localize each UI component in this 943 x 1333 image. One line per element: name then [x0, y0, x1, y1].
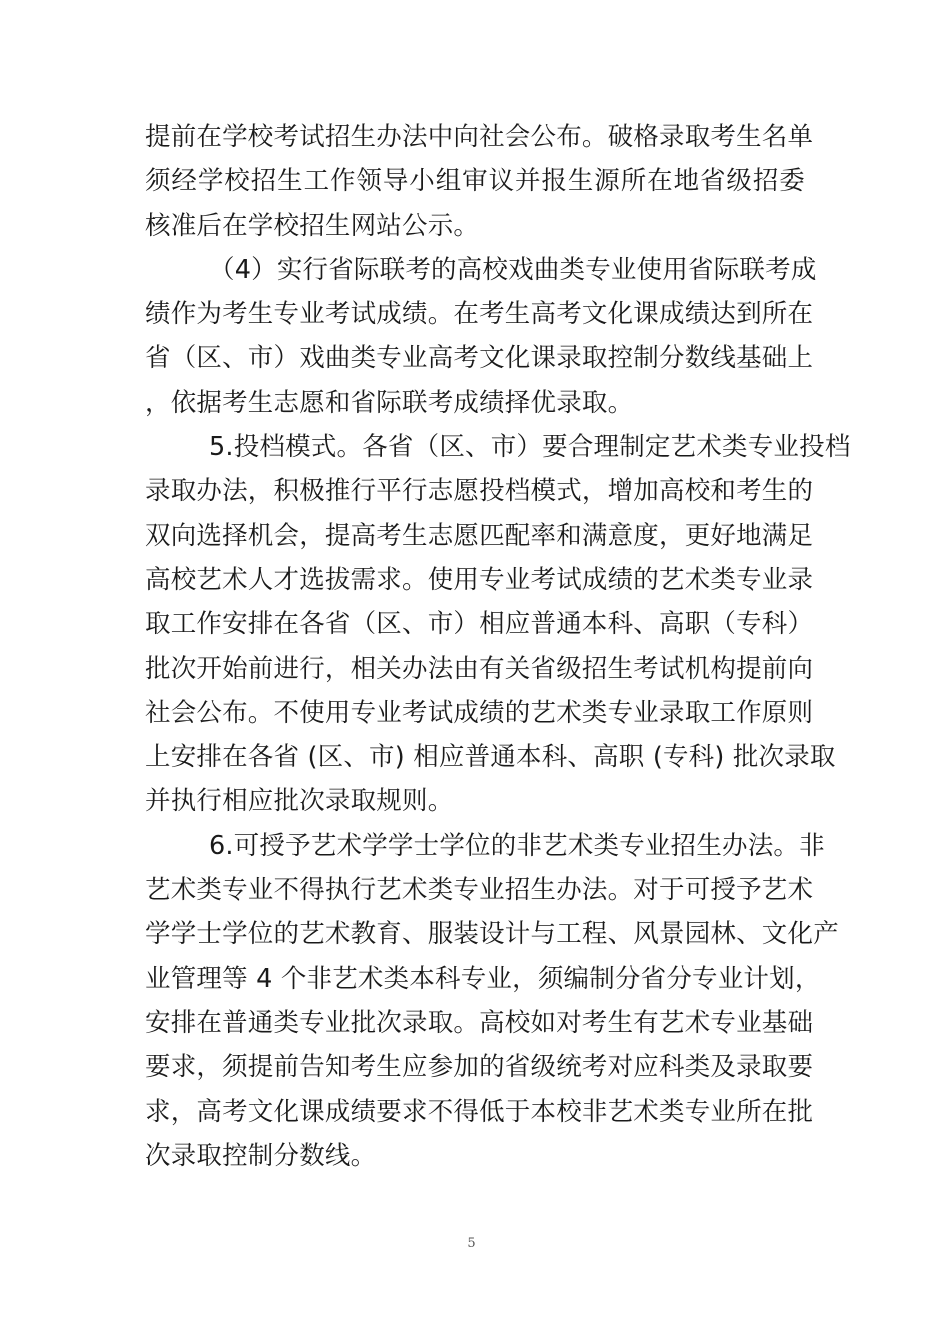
- body-text: [145, 115, 851, 1178]
- text-line: 取工作安排在各省（区、市）相应普通本科、高职（专科）: [145, 609, 814, 640]
- paragraph-start-line: 5.投档模式。各省（区、市）要合理制定艺术类专业投档: [209, 432, 851, 463]
- text-line: 次录取控制分数线。: [145, 1140, 377, 1171]
- page-number: 5: [467, 1236, 476, 1251]
- text-line: 双向选择机会，提高考生志愿匹配率和满意度，更好地满足: [145, 520, 814, 551]
- paragraph-start-line: （4）实行省际联考的高校戏曲类专业使用省际联考成: [209, 254, 817, 285]
- text-line: 提前在学校考试招生办法中向社会公布。破格录取考生名单: [145, 122, 814, 152]
- text-line: 高校艺术人才选拔需求。使用专业考试成绩的艺术类专业录: [145, 564, 814, 595]
- text-line: 学学士学位的艺术教育、服装设计与工程、风景园林、文化产: [145, 919, 839, 950]
- text-line: 艺术类专业不得执行艺术类专业招生办法。对于可授予艺术: [145, 875, 814, 906]
- text-line: 省（区、市）戏曲类专业高考文化课录取控制分数线基础上: [145, 343, 814, 374]
- text-line: 要求，须提前告知考生应参加的省级统考对应科类及录取要: [145, 1052, 814, 1083]
- text-line: 求，高考文化课成绩要求不得低于本校非艺术类专业所在批: [145, 1096, 814, 1127]
- text-line: 业管理等 4 个非艺术类本科专业，须编制分省分专业计划，: [145, 963, 821, 994]
- text-line: 并执行相应批次录取规则。: [145, 786, 454, 817]
- text-line: ，依据考生志愿和省际联考成绩择优录取。: [145, 387, 634, 418]
- text-line: 须经学校招生工作领导小组审议并报生源所在地省级招委: [145, 166, 805, 197]
- text-line: 核准后在学校招生网站公示。: [145, 210, 480, 241]
- text-line: 绩作为考生专业考试成绩。在考生高考文化课成绩达到所在: [145, 299, 814, 330]
- text-line: 社会公布。不使用专业考试成绩的艺术类专业录取工作原则: [145, 697, 814, 728]
- paragraph-start-line: 6.可授予艺术学学士学位的非艺术类专业招生办法。非: [209, 830, 825, 861]
- text-line: 批次开始前进行，相关办法由有关省级招生考试机构提前向: [145, 653, 814, 684]
- text-line: 安排在普通类专业批次录取。高校如对考生有艺术专业基础: [145, 1007, 814, 1038]
- text-line: 上安排在各省 (区、市) 相应普通本科、高职 (专科) 批次录取: [145, 742, 836, 773]
- text-line: 录取办法，积极推行平行志愿投档模式，增加高校和考生的: [145, 476, 814, 507]
